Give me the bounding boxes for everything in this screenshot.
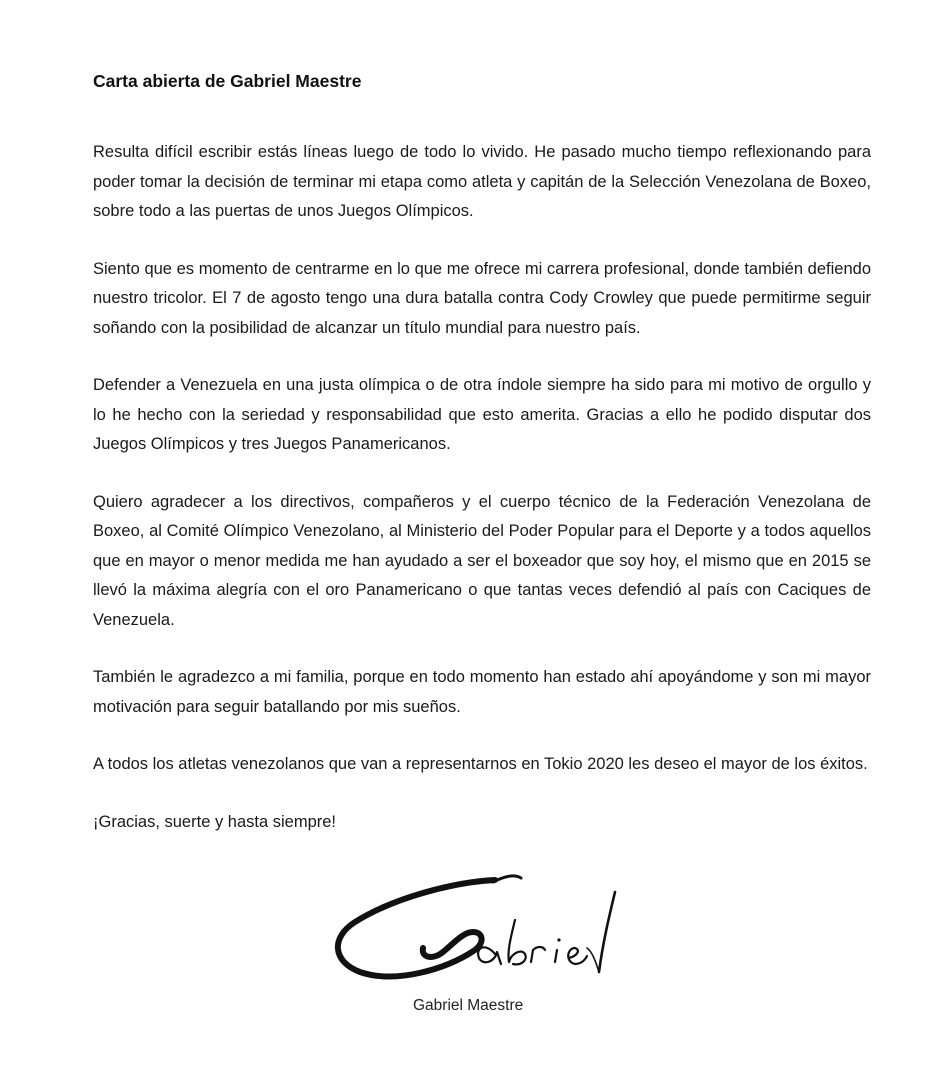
handwritten-signature <box>325 862 655 1002</box>
letter-title: Carta abierta de Gabriel Maestre <box>93 71 362 91</box>
paragraph-1: Resulta difícil escribir estás líneas luego de todo lo vivido. He pasado mucho tiempo reflexionando para poder tomar la decisión de terminar mi etapa como atleta y capitán de la Selección Venezolana de Boxeo, sobre todo a las puertas de unos Juegos Olímpicos. <box>93 143 871 220</box>
paragraph-2: Siento que es momento de centrarme en lo que me ofrece mi carrera profesional, donde también defiendo nuestro tricolor. El 7 de agosto tengo una dura batalla contra Cody Crowley que puede permitirme seguir soñando con la posibilidad de alcanzar un título mundial para nuestro país. <box>93 259 871 337</box>
closing-line: ¡Gracias, suerte y hasta siempre! <box>93 812 337 831</box>
paragraph-3: Defender a Venezuela en una justa olímpica o de otra índole siempre ha sido para mi motivo de orgullo y lo he hecho con la seriedad y responsabilidad que esto amerita. Gracias a ello he podido disputar dos Juegos Olímpicos y tres Juegos Panamericanos. <box>93 376 871 453</box>
paragraph-5: También le agradezco a mi familia, porque en todo momento han estado ahí apoyándome y son mi mayor motivación para seguir batallando por mis sueños. <box>93 668 871 716</box>
signer-name: Gabriel Maestre <box>413 997 524 1014</box>
signature-block <box>325 862 665 1022</box>
letter-body <box>93 66 871 837</box>
paragraph-4: Quiero agradecer a los directivos, compañeros y el cuerpo técnico de la Federación Venezolana de Boxeo, al Comité Olímpico Venezolano, al Ministerio del Poder Popular para el Deporte y a todos aquellos que en mayor o menor medida me han ayudado a ser el boxeador que soy hoy, el mismo que en 2015 se llevó la máxima alegría con el oro Panamericano o que tantas veces defendió al país con Caciques de Venezuela. <box>93 492 871 629</box>
paragraph-6: A todos los atletas venezolanos que van a representarnos en Tokio 2020 les deseo el mayor de los éxitos. <box>93 755 868 773</box>
